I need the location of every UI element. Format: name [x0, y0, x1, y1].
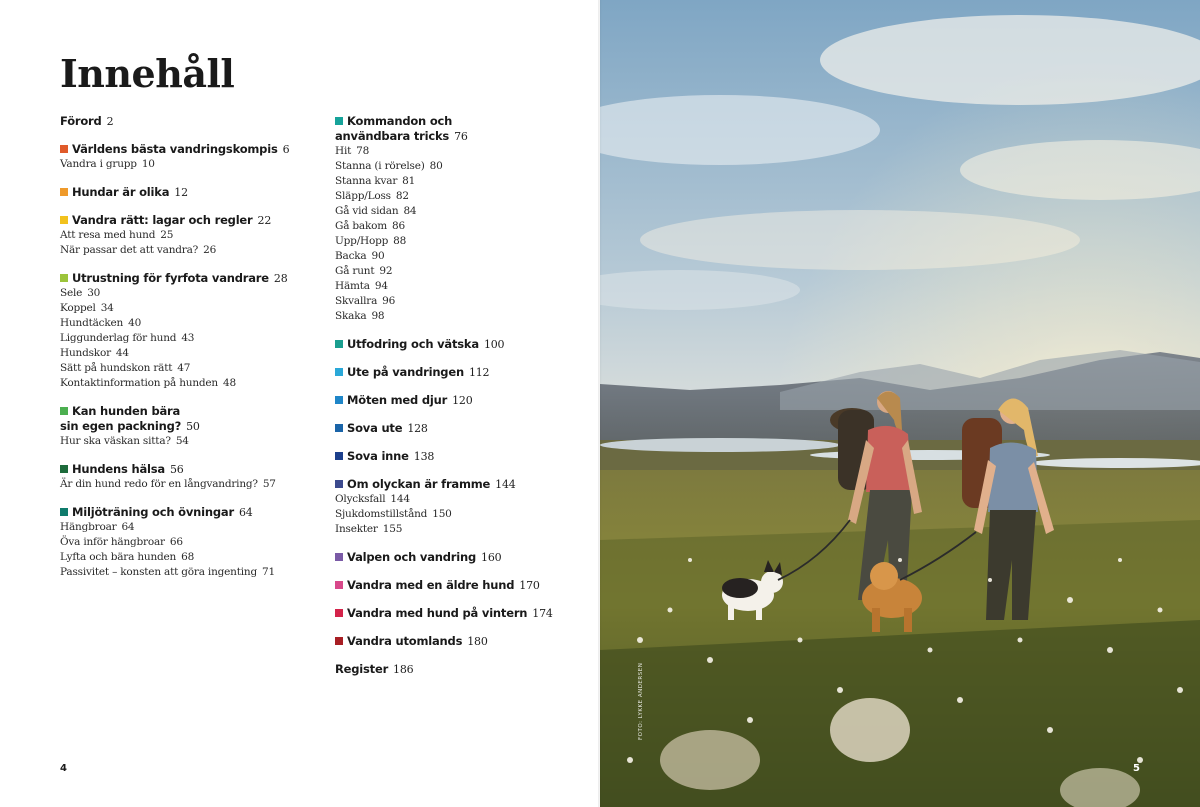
toc-subentry[interactable]	[335, 174, 605, 189]
toc-subentry[interactable]	[60, 286, 330, 301]
subentry-page-number: 96	[382, 295, 396, 307]
subentry-title: Passivitet – konsten att göra ingenting	[60, 566, 258, 578]
toc-section	[60, 505, 330, 580]
subentry-page-number: 10	[141, 158, 155, 170]
subentry-title: Hundskor	[60, 347, 111, 359]
toc-subentry[interactable]	[335, 507, 605, 522]
chapter-title: Kommandon och	[347, 114, 453, 128]
toc-chapter-heading[interactable]	[60, 185, 330, 200]
page-title: Innehåll	[60, 51, 235, 96]
toc-chapter-heading[interactable]	[335, 606, 605, 621]
chapter-color-swatch	[335, 637, 343, 645]
toc-chapter-heading[interactable]	[60, 271, 330, 286]
toc-section	[335, 550, 605, 565]
subentry-title: Skvallra	[335, 295, 378, 307]
chapter-title: Hundens hälsa	[72, 462, 165, 476]
subentry-title: Stanna (i rörelse)	[335, 160, 425, 172]
chapter-page-number: 50	[186, 420, 200, 433]
toc-subentry[interactable]	[60, 301, 330, 316]
chapter-page-number: 144	[495, 478, 516, 491]
toc-chapter-heading[interactable]	[335, 114, 605, 144]
chapter-color-swatch	[60, 145, 68, 153]
toc-section	[335, 114, 605, 324]
chapter-title: Vandra rätt: lagar och regler	[72, 213, 253, 227]
toc-chapter-heading[interactable]	[335, 421, 605, 436]
subentry-title: Insekter	[335, 523, 378, 535]
subentry-title: Kontaktinformation på hunden	[60, 377, 218, 389]
subentry-page-number: 48	[222, 377, 236, 389]
chapter-title: Valpen och vandring	[347, 550, 477, 564]
cover-photo	[600, 0, 1200, 807]
chapter-color-swatch	[335, 609, 343, 617]
toc-subentry[interactable]	[335, 522, 605, 537]
toc-subentry[interactable]	[60, 361, 330, 376]
subentry-title: Hängbroar	[60, 521, 117, 533]
hikers-with-dogs-photo	[600, 0, 1200, 807]
chapter-title-line2: sin egen packning?	[60, 419, 182, 433]
toc-chapter-heading[interactable]	[335, 449, 605, 464]
chapter-title: Sova ute	[347, 421, 403, 435]
toc-section	[335, 421, 605, 436]
toc-section	[60, 185, 330, 200]
toc-chapter-heading[interactable]	[335, 393, 605, 408]
chapter-title: Vandra med en äldre hund	[347, 578, 515, 592]
subentry-page-number: 80	[429, 160, 443, 172]
chapter-color-swatch	[335, 480, 343, 488]
page-number-left: 4	[60, 763, 67, 774]
subentry-title: Är din hund redo för en långvandring?	[60, 478, 258, 490]
toc-subentry[interactable]	[335, 234, 605, 249]
chapter-page-number: 112	[468, 366, 490, 379]
subentry-title: Gå runt	[335, 265, 375, 277]
toc-chapter-heading[interactable]	[335, 662, 605, 677]
chapter-color-swatch	[335, 553, 343, 561]
toc-chapter-heading[interactable]	[335, 634, 605, 649]
toc-subentry[interactable]	[335, 144, 605, 159]
subentry-title: Liggunderlag för hund	[60, 332, 177, 344]
chapter-color-swatch	[60, 274, 68, 282]
toc-subentry[interactable]	[60, 228, 330, 243]
chapter-color-swatch	[335, 117, 343, 125]
page-number-right: 5	[1133, 763, 1140, 774]
subentry-page-number: 57	[262, 478, 276, 490]
toc-section	[335, 337, 605, 352]
chapter-title: Förord	[60, 114, 102, 128]
subentry-title: Hur ska väskan sitta?	[60, 435, 171, 447]
chapter-title: Kan hunden bära	[72, 404, 181, 418]
chapter-page-number: 160	[481, 551, 502, 564]
subentry-title: När passar det att vandra?	[60, 244, 199, 256]
toc-chapter-heading[interactable]	[335, 550, 605, 565]
toc-section	[60, 271, 330, 391]
subentry-page-number: 90	[371, 250, 385, 262]
toc-column-left	[60, 114, 330, 593]
toc-subentry[interactable]	[60, 550, 330, 565]
toc-column-right	[335, 114, 605, 690]
toc-subentry[interactable]	[335, 219, 605, 234]
chapter-color-swatch	[335, 340, 343, 348]
subentry-title: Sätt på hundskon rätt	[60, 362, 173, 374]
subentry-page-number: 66	[169, 536, 183, 548]
subentry-page-number: 94	[374, 280, 388, 292]
toc-section	[335, 606, 605, 621]
subentry-page-number: 78	[356, 145, 370, 157]
toc-subentry[interactable]	[60, 316, 330, 331]
subentry-page-number: 68	[181, 551, 195, 563]
chapter-page-number: 180	[467, 635, 488, 648]
chapter-color-swatch	[335, 424, 343, 432]
chapter-page-number: 170	[519, 579, 540, 592]
toc-section	[60, 462, 330, 492]
subentry-page-number: 81	[402, 175, 416, 187]
chapter-color-swatch	[60, 216, 68, 224]
chapter-title: Möten med djur	[347, 393, 448, 407]
toc-subentry[interactable]	[60, 331, 330, 346]
toc-section	[60, 114, 330, 129]
chapter-color-swatch	[335, 581, 343, 589]
toc-subentry[interactable]	[60, 477, 330, 492]
chapter-page-number: 174	[532, 607, 553, 620]
subentry-title: Lyfta och bära hunden	[60, 551, 177, 563]
chapter-color-swatch	[335, 396, 343, 404]
chapter-title: Hundar är olika	[72, 185, 170, 199]
subentry-title: Gå vid sidan	[335, 205, 399, 217]
toc-section	[335, 477, 605, 537]
subentry-page-number: 88	[393, 235, 407, 247]
toc-chapter-heading[interactable]	[60, 142, 330, 157]
toc-section	[335, 365, 605, 380]
chapter-color-swatch	[60, 407, 68, 415]
subentry-title: Hämta	[335, 280, 370, 292]
toc-subentry[interactable]	[335, 492, 605, 507]
subentry-title: Vandra i grupp	[60, 158, 137, 170]
subentry-page-number: 54	[175, 435, 189, 447]
chapter-title: Utfodring och vätska	[347, 337, 479, 351]
toc-section	[335, 662, 605, 677]
subentry-page-number: 40	[128, 317, 142, 329]
subentry-page-number: 150	[432, 508, 452, 520]
chapter-title: Register	[335, 662, 389, 676]
subentry-page-number: 26	[203, 244, 217, 256]
chapter-page-number: 56	[169, 463, 184, 476]
chapter-page-number: 2	[106, 115, 114, 128]
subentry-title: Stanna kvar	[335, 175, 398, 187]
toc-chapter-heading[interactable]	[60, 114, 330, 129]
subentry-title: Koppel	[60, 302, 96, 314]
subentry-title: Gå bakom	[335, 220, 388, 232]
subentry-page-number: 92	[379, 265, 393, 277]
chapter-page-number: 120	[452, 394, 473, 407]
chapter-title: Utrustning för fyrfota vandrare	[72, 271, 269, 285]
subentry-page-number: 43	[181, 332, 195, 344]
chapter-page-number: 22	[257, 214, 272, 227]
chapter-title-line2: användbara tricks	[335, 129, 450, 143]
subentry-page-number: 30	[87, 287, 101, 299]
subentry-title: Släpp/Loss	[335, 190, 391, 202]
subentry-title: Upp/Hopp	[335, 235, 389, 247]
subentry-title: Olycksfall	[335, 493, 386, 505]
toc-subentry[interactable]	[60, 346, 330, 361]
chapter-page-number: 12	[174, 186, 188, 199]
toc-section	[335, 634, 605, 649]
subentry-page-number: 25	[160, 229, 174, 241]
subentry-page-number: 144	[390, 493, 410, 505]
subentry-title: Backa	[335, 250, 367, 262]
subentry-page-number: 71	[262, 566, 275, 578]
toc-subentry[interactable]	[335, 264, 605, 279]
subentry-page-number: 82	[395, 190, 409, 202]
toc-chapter-heading[interactable]	[60, 505, 330, 520]
toc-subentry[interactable]	[335, 279, 605, 294]
toc-subentry[interactable]	[335, 309, 605, 324]
toc-subentry[interactable]	[60, 520, 330, 535]
toc-chapter-heading[interactable]	[335, 477, 605, 492]
subentry-page-number: 86	[392, 220, 405, 232]
toc-chapter-heading[interactable]	[60, 462, 330, 477]
subentry-page-number: 155	[382, 523, 403, 535]
toc-section	[60, 142, 330, 172]
subentry-title: Hit	[335, 145, 352, 157]
subentry-title: Öva inför hängbroar	[60, 536, 165, 548]
chapter-title: Vandra med hund på vintern	[347, 606, 528, 620]
chapter-title: Världens bästa vandringskompis	[72, 142, 278, 156]
toc-section	[60, 404, 330, 449]
subentry-page-number: 44	[115, 347, 129, 359]
chapter-color-swatch	[60, 508, 68, 516]
chapter-page-number: 28	[273, 272, 288, 285]
subentry-page-number: 34	[100, 302, 114, 314]
chapter-title: Miljöträning och övningar	[72, 505, 234, 519]
photo-credit: FOTO: LYKKE ANDERSEN	[638, 662, 644, 740]
toc-chapter-heading[interactable]	[60, 404, 330, 434]
toc-subentry[interactable]	[335, 204, 605, 219]
toc-subentry[interactable]	[60, 565, 330, 580]
chapter-page-number: 76	[454, 130, 468, 143]
toc-subentry[interactable]	[60, 376, 330, 391]
subentry-page-number: 98	[371, 310, 385, 322]
toc-chapter-heading[interactable]	[335, 365, 605, 380]
chapter-title: Om olyckan är framme	[347, 477, 491, 491]
toc-section	[335, 449, 605, 464]
chapter-page-number: 64	[238, 506, 253, 519]
toc-subentry[interactable]	[335, 159, 605, 174]
subentry-page-number: 64	[121, 521, 135, 533]
subentry-title: Skaka	[335, 310, 367, 322]
toc-chapter-heading[interactable]	[335, 578, 605, 593]
toc-subentry[interactable]	[60, 535, 330, 550]
chapter-color-swatch	[335, 452, 343, 460]
subentry-title: Sele	[60, 287, 83, 299]
subentry-title: Hundtäcken	[60, 317, 124, 329]
chapter-title: Ute på vandringen	[347, 365, 464, 379]
chapter-page-number: 100	[483, 338, 505, 351]
subentry-page-number: 84	[403, 205, 417, 217]
chapter-page-number: 186	[393, 663, 414, 676]
chapter-page-number: 138	[413, 450, 435, 463]
toc-subentry[interactable]	[335, 189, 605, 204]
chapter-title: Vandra utomlands	[347, 634, 463, 648]
toc-subentry[interactable]	[60, 243, 330, 258]
chapter-page-number: 6	[282, 143, 290, 156]
subentry-title: Sjukdomstillstånd	[335, 508, 428, 520]
subentry-page-number: 47	[177, 362, 191, 374]
chapter-color-swatch	[335, 368, 343, 376]
chapter-title: Sova inne	[347, 449, 409, 463]
chapter-page-number: 128	[407, 422, 428, 435]
toc-subentry[interactable]	[335, 294, 605, 309]
toc-subentry[interactable]	[335, 249, 605, 264]
toc-subentry[interactable]	[60, 157, 330, 172]
toc-chapter-heading[interactable]	[60, 213, 330, 228]
toc-section	[60, 213, 330, 258]
toc-subentry[interactable]	[60, 434, 330, 449]
toc-section	[335, 393, 605, 408]
toc-chapter-heading[interactable]	[335, 337, 605, 352]
toc-section	[335, 578, 605, 593]
chapter-color-swatch	[60, 188, 68, 196]
chapter-color-swatch	[60, 465, 68, 473]
subentry-title: Att resa med hund	[60, 229, 156, 241]
page-gutter-shadow	[598, 0, 602, 807]
